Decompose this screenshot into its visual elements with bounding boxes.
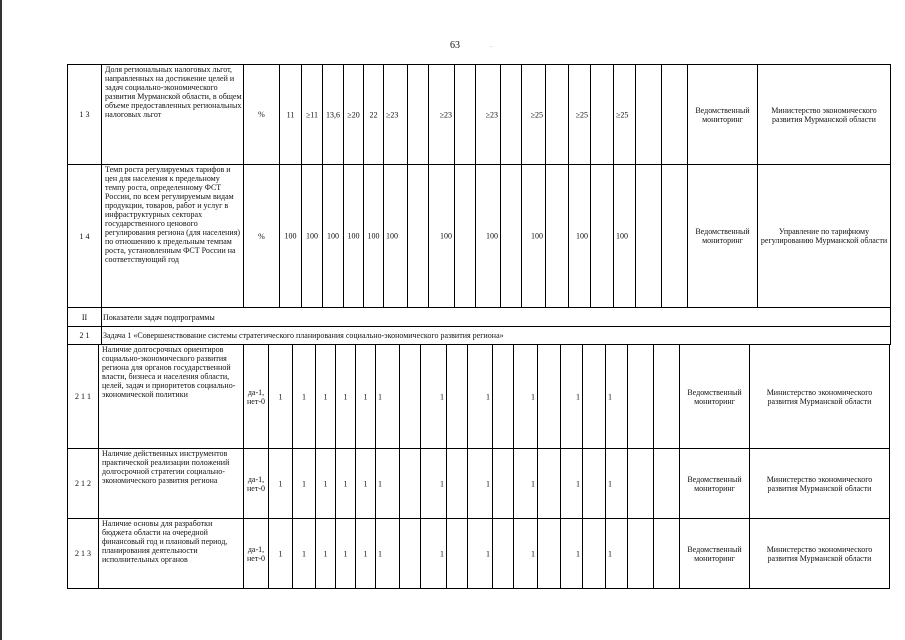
value-text: ≥23	[439, 110, 452, 119]
unit-cell: да-1, нет-0	[244, 345, 269, 449]
value-text: 1	[440, 392, 444, 401]
value-cell	[344, 165, 364, 308]
data-source: Ведомственный мониторинг	[688, 65, 758, 165]
value-cell	[636, 65, 662, 165]
data-source: Ведомственный мониторинг	[680, 519, 750, 589]
value-cell	[384, 165, 408, 308]
value-cell	[476, 65, 501, 165]
row-number: 2 1 1	[68, 345, 99, 449]
value-cell	[323, 165, 344, 308]
value-cell	[468, 449, 493, 519]
data-source: Ведомственный мониторинг	[680, 449, 750, 519]
table-bottom-body	[68, 345, 890, 589]
value-cell	[376, 449, 400, 519]
section-number: II	[68, 308, 102, 327]
value-cell	[662, 165, 688, 308]
value-cell	[344, 65, 364, 165]
value-cell	[429, 65, 455, 165]
value-cell	[356, 519, 376, 589]
indicator-description: Темп роста регулируемых тарифов и цен для населения к предельному темпу роста, определенному ФСТ России, по всем регулируемым видам продукции, товаров, работ и услуг в инфраструктурных секторах государственного ценового регулирования региона (для населения) по отношению к предельным темпам роста, установленным ФСТ России на соответствующий год	[102, 165, 244, 308]
value-cell	[455, 165, 476, 308]
value-text: 1	[486, 549, 490, 558]
value-text: 1	[531, 549, 535, 558]
value-text: 1	[576, 479, 580, 488]
value-text: 1	[363, 479, 368, 488]
section-label: Показатели задач подпрограммы	[102, 308, 891, 327]
value-cell	[569, 165, 591, 308]
value-cell	[583, 519, 606, 589]
value-cell	[302, 165, 323, 308]
value-cell	[376, 345, 400, 449]
value-cell	[546, 165, 569, 308]
value-cell	[493, 449, 514, 519]
value-text: 100	[284, 231, 297, 241]
value-cell	[421, 345, 447, 449]
value-cell	[522, 165, 546, 308]
table-row	[68, 449, 890, 519]
table-row	[68, 345, 890, 449]
value-cell	[514, 519, 538, 589]
value-cell	[591, 65, 614, 165]
value-text: 1	[378, 392, 382, 401]
value-cell	[501, 165, 522, 308]
indicator-description: Наличие долгосрочных ориентиров социально-экономического развития региона для органов государственной власти, бизнеса и населения области, целей, задач и приоритетов социально-экономической политики	[99, 345, 244, 449]
row-number: 1 3	[68, 65, 102, 165]
indicators-table-top	[67, 64, 891, 308]
value-cell	[654, 449, 680, 519]
value-text: 1	[302, 549, 306, 558]
value-cell	[356, 345, 376, 449]
value-cell	[561, 519, 583, 589]
value-cell	[628, 345, 654, 449]
value-cell	[280, 65, 302, 165]
value-text: 1	[378, 549, 382, 558]
value-cell	[447, 519, 468, 589]
value-cell	[293, 519, 316, 589]
value-text: 1	[363, 549, 368, 558]
row-number: 2 1 3	[68, 519, 99, 589]
value-cell	[316, 345, 336, 449]
responsible-executor: Управление по тарифному регулированию Мурманской области	[758, 165, 891, 308]
value-text: 1	[440, 479, 444, 488]
value-cell	[614, 65, 636, 165]
value-text: 100	[531, 231, 543, 241]
value-text: 1	[608, 392, 612, 401]
table-row	[68, 65, 891, 165]
value-text: 22	[369, 110, 378, 119]
section-table	[67, 307, 891, 345]
value-cell	[447, 345, 468, 449]
indicator-description: Наличие действенных инструментов практической реализации положений долгосрочной стратегии социально-экономического развития региона	[99, 449, 244, 519]
value-cell	[269, 449, 293, 519]
value-cell	[468, 345, 493, 449]
value-cell	[636, 165, 662, 308]
section-row	[68, 308, 891, 327]
value-text: 1	[278, 392, 283, 401]
value-cell	[628, 449, 654, 519]
value-text: 1	[343, 392, 348, 401]
value-cell	[376, 519, 400, 589]
value-cell	[364, 65, 384, 165]
row-number: 2 1 2	[68, 449, 99, 519]
value-cell	[316, 519, 336, 589]
value-cell	[293, 449, 316, 519]
value-text: ≥23	[485, 110, 498, 119]
value-text: 1	[531, 392, 535, 401]
value-cell	[421, 449, 447, 519]
value-cell	[316, 449, 336, 519]
value-text: ≥23	[386, 110, 399, 119]
value-cell	[356, 449, 376, 519]
value-cell	[591, 165, 614, 308]
indicator-description: Доля региональных налоговых льгот, направленных на достижение целей и задач социально-экономического развития Мурманской области, в общем объеме предоставленных региональных налоговых льгот	[102, 65, 244, 165]
value-text: 1	[278, 549, 283, 558]
value-text: 1	[323, 392, 328, 401]
value-cell	[429, 165, 455, 308]
value-cell	[514, 449, 538, 519]
value-text: ≥11	[305, 110, 319, 119]
row-number: 1 4	[68, 165, 102, 308]
value-cell	[522, 65, 546, 165]
table-top-body	[68, 65, 891, 308]
value-cell	[400, 449, 421, 519]
value-cell	[408, 65, 429, 165]
value-text: 1	[378, 479, 382, 488]
value-cell	[336, 519, 356, 589]
table-row	[68, 519, 890, 589]
value-cell	[400, 345, 421, 449]
responsible-executor: Министерство экономического развития Мурманской области	[750, 345, 890, 449]
value-cell	[538, 345, 561, 449]
value-cell	[583, 449, 606, 519]
value-text: 1	[278, 479, 283, 488]
value-cell	[614, 165, 636, 308]
value-cell	[501, 65, 522, 165]
value-cell	[269, 345, 293, 449]
value-text: 1	[323, 479, 328, 488]
task-row	[68, 327, 891, 345]
value-text: 1	[323, 549, 328, 558]
value-cell	[364, 165, 384, 308]
value-cell	[493, 519, 514, 589]
value-cell	[455, 65, 476, 165]
value-cell	[408, 165, 429, 308]
value-cell	[302, 65, 323, 165]
value-text: 1	[608, 549, 612, 558]
value-text: 100	[440, 231, 452, 241]
responsible-executor: Министерство экономического развития Мурманской области	[758, 65, 891, 165]
value-text: 1	[576, 392, 580, 401]
value-cell	[606, 519, 628, 589]
value-cell	[606, 449, 628, 519]
value-cell	[561, 345, 583, 449]
table-row	[68, 165, 891, 308]
value-text: 100	[367, 231, 380, 241]
value-text: 1	[363, 392, 368, 401]
value-cell	[662, 65, 688, 165]
value-cell	[561, 449, 583, 519]
value-cell	[400, 519, 421, 589]
responsible-executor: Министерство экономического развития Мурманской области	[750, 449, 890, 519]
value-text: 1	[343, 479, 348, 488]
value-cell	[323, 65, 344, 165]
value-text: 1	[440, 549, 444, 558]
value-text: 100	[306, 231, 318, 241]
value-cell	[476, 165, 501, 308]
scan-mark: -	[490, 44, 492, 50]
value-cell	[628, 519, 654, 589]
data-source: Ведомственный мониторинг	[688, 165, 758, 308]
value-text: ≥25	[530, 110, 543, 119]
value-cell	[514, 345, 538, 449]
value-text: 1	[531, 479, 535, 488]
value-cell	[654, 345, 680, 449]
unit-cell: да-1, нет-0	[244, 519, 269, 589]
value-text: 1	[302, 479, 306, 488]
value-text: 100	[486, 231, 498, 241]
unit-cell: %	[244, 165, 280, 308]
task-label: Задача 1 «Совершенствование системы стратегического планирования социально-экономического развития региона»	[102, 327, 891, 345]
value-text: ≥25	[575, 110, 588, 119]
value-text: 11	[286, 110, 295, 119]
value-cell	[538, 449, 561, 519]
value-text: 1	[302, 392, 306, 401]
value-text: 100	[327, 231, 339, 241]
task-number: 2 1	[68, 327, 102, 345]
value-text: 100	[576, 231, 588, 241]
value-text: 13,6	[326, 110, 340, 119]
value-text: 100	[386, 231, 398, 241]
value-text: 1	[576, 549, 580, 558]
value-cell	[654, 519, 680, 589]
page-number: 63	[450, 40, 460, 51]
data-source: Ведомственный мониторинг	[680, 345, 750, 449]
value-cell	[336, 345, 356, 449]
value-cell	[336, 449, 356, 519]
value-cell	[569, 65, 591, 165]
responsible-executor: Министерство экономического развития Мурманской области	[750, 519, 890, 589]
value-cell	[421, 519, 447, 589]
value-text: 1	[608, 479, 612, 488]
value-text: 1	[486, 479, 490, 488]
value-cell	[447, 449, 468, 519]
value-cell	[293, 345, 316, 449]
value-text: 100	[347, 231, 360, 241]
value-cell	[493, 345, 514, 449]
value-cell	[468, 519, 493, 589]
value-text: 100	[616, 231, 628, 241]
indicator-description: Наличие основы для разработки бюджета области на очередной финансовый год и плановый период, планирования деятельности исполнительных органов	[99, 519, 244, 589]
scan-edge	[0, 0, 2, 640]
value-cell	[538, 519, 561, 589]
value-cell	[384, 65, 408, 165]
unit-cell: да-1, нет-0	[244, 449, 269, 519]
value-text: ≥25	[616, 110, 629, 119]
value-text: ≥20	[347, 110, 360, 119]
value-text: 1	[486, 392, 490, 401]
unit-cell: %	[244, 65, 280, 165]
value-cell	[546, 65, 569, 165]
value-cell	[269, 519, 293, 589]
value-cell	[606, 345, 628, 449]
value-text: 1	[343, 549, 348, 558]
value-cell	[583, 345, 606, 449]
indicators-table-bottom	[67, 344, 890, 589]
value-cell	[280, 165, 302, 308]
